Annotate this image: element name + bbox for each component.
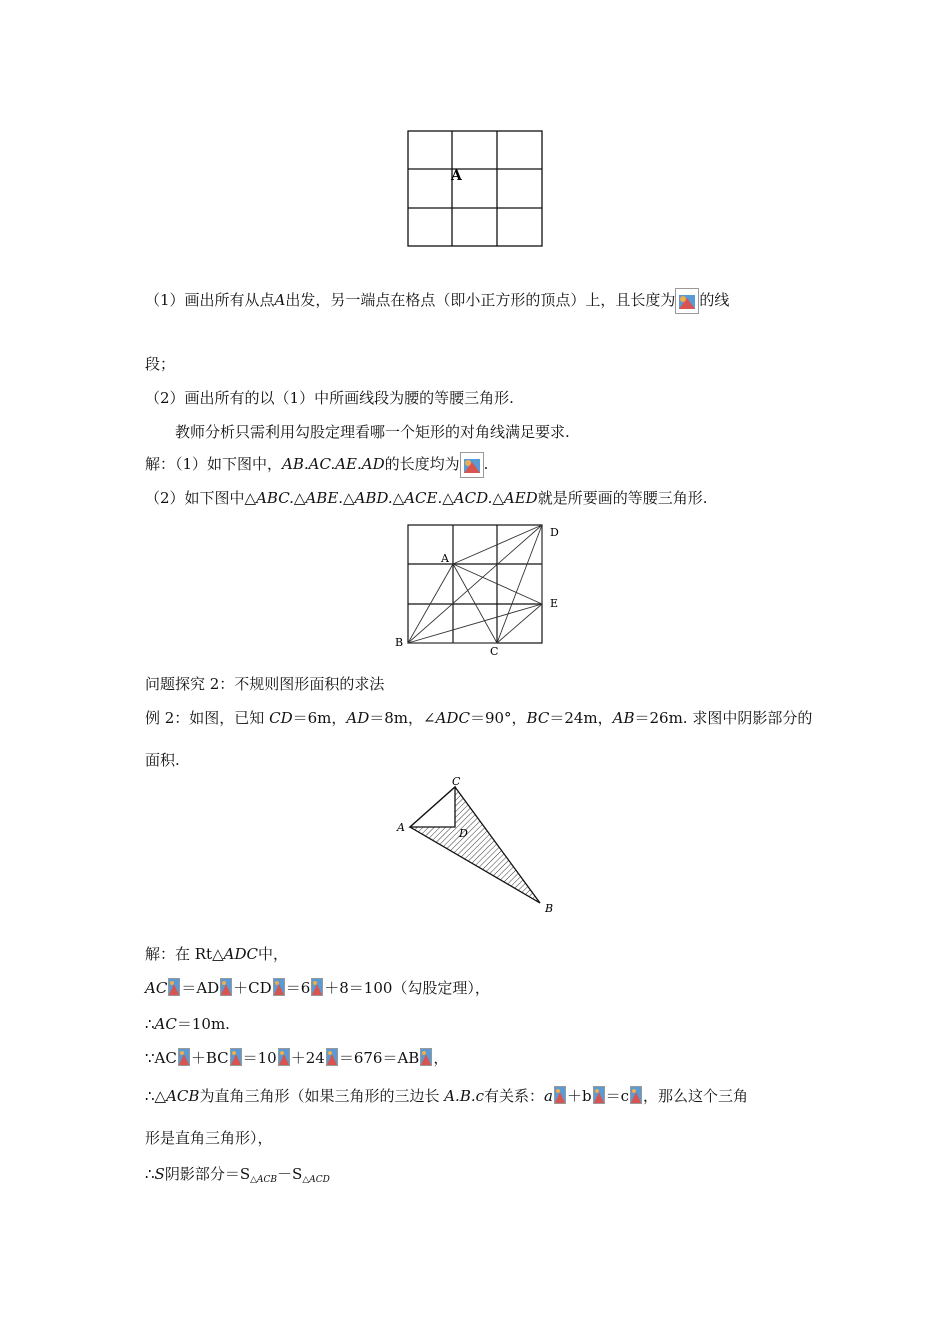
question-1: （1）画出所有从点A出发，另一端点在格点（即小正方形的顶点）上，且长度为 的线 [145,288,729,314]
label-a: A [397,821,405,834]
label-c: C [452,775,461,788]
solution-step-3: ∴AC＝10m. [145,1015,230,1033]
label-c: C [490,645,499,658]
superscript-image-icon [273,978,285,996]
superscript-image-icon [168,978,180,996]
superscript-image-icon [230,1048,242,1066]
example-2: 例 2：如图，已知 CD＝6m，AD＝8m，∠ADC＝90°，BC＝24m，AB＝26m. 求图中阴影部分的 [145,709,813,727]
solution-1: 解：（1）如下图中，AB.AC.AE.AD的长度均为 . [145,452,488,478]
solution-step-1: 解：在 Rt△ADC中， [145,945,288,963]
label-b: B [545,902,554,915]
solution-2: （2）如下图中△ABC.△ABE.△ABD.△ACE.△ACD.△AED就是所要画的等腰三角形. [145,489,708,507]
triangle-figure-2 [390,520,570,660]
label-e: E [550,597,559,610]
superscript-image-icon [420,1048,432,1066]
superscript-image-icon [178,1048,190,1066]
label-b: B [395,636,404,649]
question-2: （2）画出所有的以（1）中所画线段为腰的等腰三角形. [145,389,514,407]
superscript-image-icon [311,978,323,996]
problem-2-heading: 问题探究 2：不规则图形面积的求法 [145,675,385,693]
label-a: A [451,168,462,184]
superscript-image-icon [220,978,232,996]
grid-figure-1 [405,128,545,250]
solution-step-7: ∴S阴影部分$=S_{\triangle ACB}-S_{\triangle ACD}$ [145,1165,330,1185]
label-a: A [441,552,449,565]
label-d: D [459,827,468,840]
sqrt-image-icon [675,288,699,314]
superscript-image-icon [630,1086,642,1104]
solution-step-6: 形是直角三角形）， [145,1129,273,1147]
teacher-analysis: 教师分析只需利用勾股定理看哪一个矩形的对角线满足要求. [175,423,570,441]
shaded-triangle-figure-3 [390,775,565,920]
question-1-cont: 段； [145,355,176,373]
solution-step-4: ∵AC ＋BC ＝10 ＋24 ＝676＝AB ， [145,1049,449,1067]
superscript-image-icon [326,1048,338,1066]
superscript-image-icon [593,1086,605,1104]
sqrt-image-icon [460,452,484,478]
superscript-image-icon [554,1086,566,1104]
label-d: D [550,526,559,539]
solution-step-5: ∴△ACB为直角三角形（如果三角形的三边长 A.B.c有关系：a ＋b ＝c ，那么这个三角 [145,1087,749,1105]
solution-step-2: AC ＝AD ＋CD ＝6 ＋8＝100（勾股定理）， [145,979,490,997]
example-2-cont: 面积. [145,751,180,769]
superscript-image-icon [278,1048,290,1066]
